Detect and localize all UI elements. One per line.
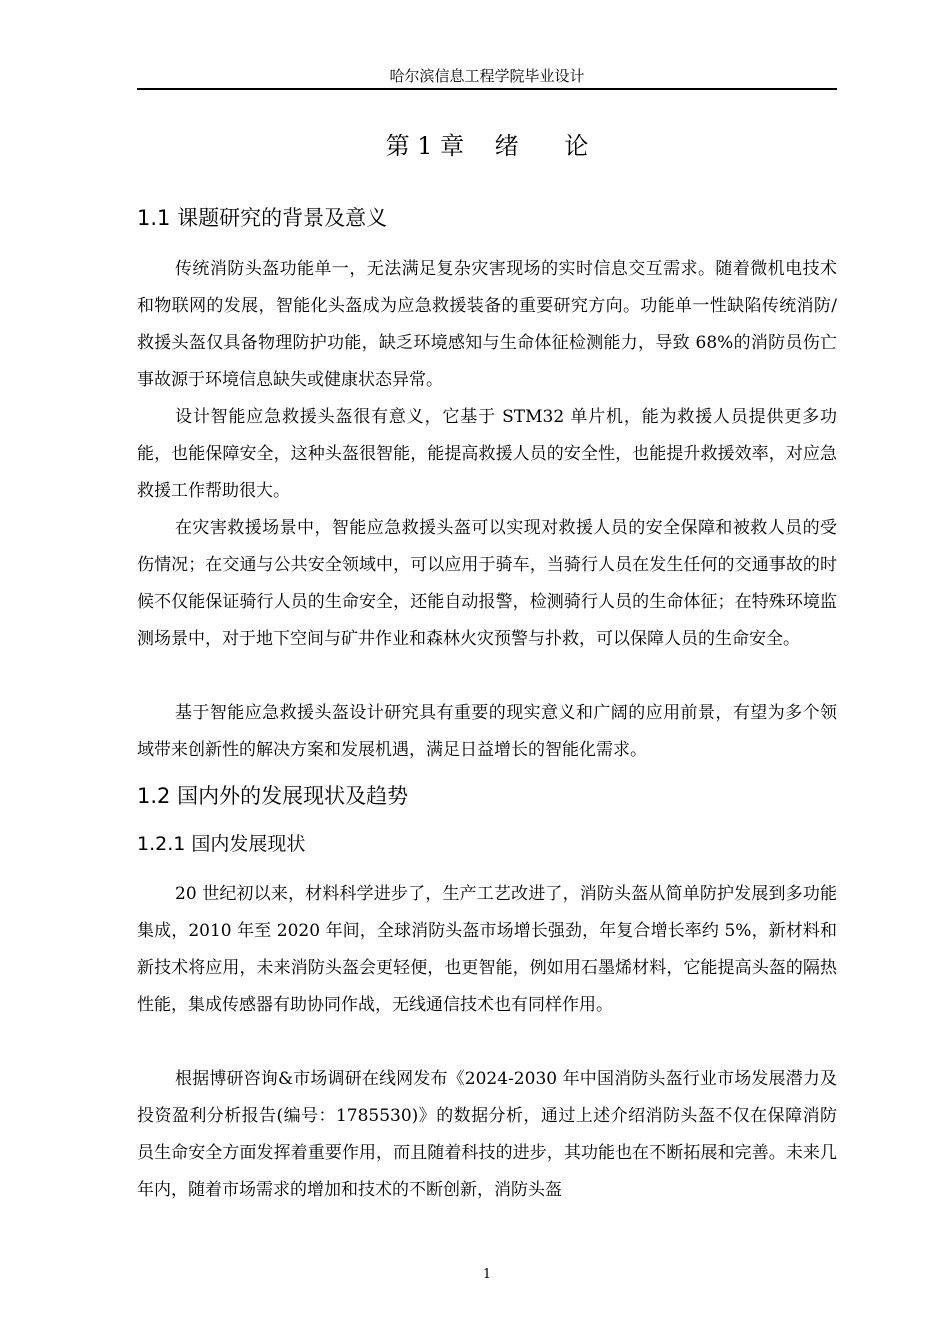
paragraph: 设计智能应急救援头盔很有意义，它基于 STM32 单片机，能为救援人员提供更多功能，也能保障安全，这种头盔很智能，能提高救援人员的安全性，也能提升救援效率，对应急救援工作帮助很大。 xyxy=(137,407,837,501)
subsection-heading-1-2-1: 1.2.1 国内发展现状 xyxy=(137,833,306,855)
section-heading-1-1: 1.1 课题研究的背景及意义 xyxy=(137,206,388,230)
page-number: 1 xyxy=(482,1267,492,1282)
paragraph: 基于智能应急救援头盔设计研究具有重要的现实意义和广阔的应用前景，有望为多个领域带来创新性的解决方案和发展机遇，满足日益增长的智能化需求。 xyxy=(137,703,837,760)
header-rule xyxy=(137,88,837,90)
paragraph: 根据博研咨询&市场调研在线网发布《2024-2030 年中国消防头盔行业市场发展潜力及投资盈利分析报告(编号：1785530)》的数据分析，通过上述介绍消防头盔不仅在保障消防员生命安全方面发挥着重要作用，而且随着科技的进步，其功能也在不断拓展和完善。未来几年内，随着市场需求的增加和技术的不断创新，消防头盔 xyxy=(137,1069,837,1200)
paragraph: 在灾害救援场景中，智能应急救援头盔可以实现对救援人员的安全保障和被救人员的受伤情况；在交通与公共安全领域中，可以应用于骑车，当骑行人员在发生任何的交通事故的时候不仅能保证骑行人员的生命安全，还能自动报警，检测骑行人员的生命体征；在特殊环境监测场景中，对于地下空间与矿井作业和森林火灾预警与扑救，可以保障人员的生命安全。 xyxy=(137,518,837,649)
paragraph: 传统消防头盔功能单一，无法满足复杂灾害现场的实时信息交互需求。随着微机电技术和物联网的发展，智能化头盔成为应急救援装备的重要研究方向。功能单一性缺陷传统消防/救援头盔仅具备物理防护功能，缺乏环境感知与生命体征检测能力，导致 68%的消防员伤亡事故源于环境信息缺失或健康状态异常。 xyxy=(137,259,837,390)
section-heading-1-2: 1.2 国内外的发展现状及趋势 xyxy=(137,784,409,808)
chapter-title: 第 1 章 绪 论 xyxy=(385,132,589,160)
running-header: 哈尔滨信息工程学院毕业设计 xyxy=(389,67,585,85)
paragraph: 20 世纪初以来，材料科学进步了，生产工艺改进了，消防头盔从简单防护发展到多功能集成，2010 年至 2020 年间，全球消防头盔市场增长强劲，年复合增长率约 5%，新材料和新技术将应用，未来消防头盔会更轻便，也更智能，例如用石墨烯材料，它能提高头盔的隔热性能，集成传感器有助协同作战，无线通信技术也有同样作用。 xyxy=(137,884,837,1015)
